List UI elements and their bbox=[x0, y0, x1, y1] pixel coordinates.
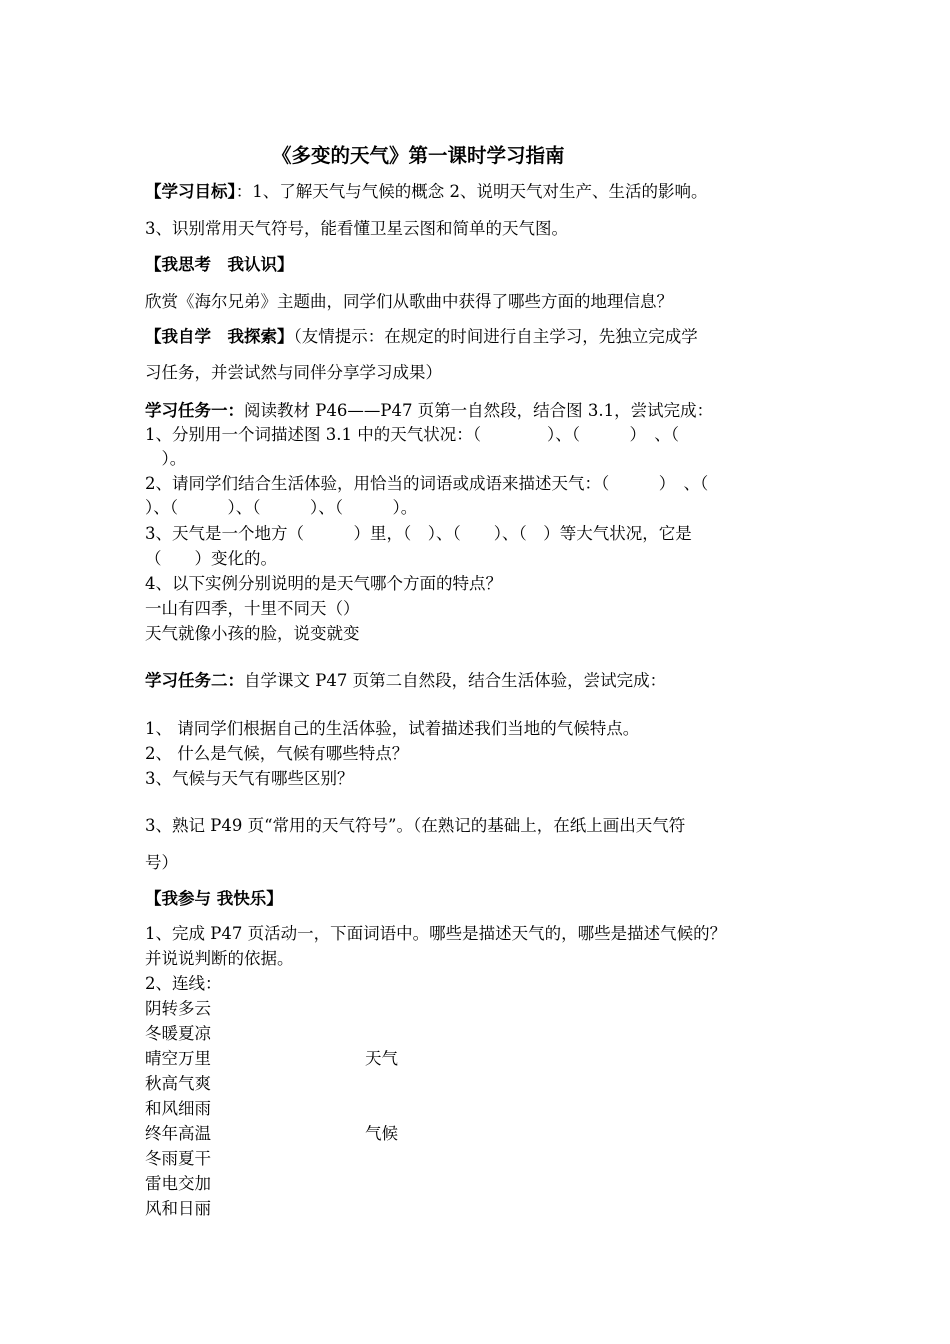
task1-line: 3、天气是一个地方（ ）里，（ ）、（ ）、（ ）等大气状况，它是 bbox=[145, 524, 692, 543]
task1-line: （ ）变化的。 bbox=[145, 549, 277, 568]
self-study-line1 bbox=[145, 323, 698, 347]
activity-line1: 1、完成 P47 页活动一，下面词语中。哪些是描述天气的，哪些是描述气候的？ bbox=[145, 924, 727, 943]
task1-line: 天气就像小孩的脸，说变就变 bbox=[145, 624, 360, 643]
task1-line: 2、请同学们结合生活体验，用恰当的词语或成语来描述天气：（ ） 、（ bbox=[145, 474, 709, 493]
learning-goals-line2: 3、识别常用天气符号，能看懂卫星云图和简单的天气图。 bbox=[145, 219, 568, 238]
task1-line: ）。 bbox=[145, 449, 187, 468]
matching-term: 冬暖夏凉 bbox=[145, 1024, 211, 1043]
matching-term: 冬雨夏干 bbox=[145, 1149, 211, 1168]
matching-term: 雷电交加 bbox=[145, 1174, 211, 1193]
matching-term: 秋高气爽 bbox=[145, 1074, 211, 1093]
participate-heading: 【我参与 我快乐】 bbox=[145, 889, 283, 908]
task1-heading: 学习任务一： bbox=[145, 401, 244, 420]
task2-intro-line bbox=[145, 667, 666, 691]
matching-target-climate: 气候 bbox=[365, 1124, 398, 1143]
weather-symbols-line2: 号） bbox=[145, 853, 178, 872]
learning-goals-heading: 【学习目标】 bbox=[145, 182, 236, 201]
matching-term: 和风细雨 bbox=[145, 1099, 211, 1118]
think-text: 欣赏《海尔兄弟》主题曲，同学们从歌曲中获得了哪些方面的地理信息？ bbox=[145, 292, 673, 311]
weather-symbols-line1: 3、熟记 P49 页“常用的天气符号”。（在熟记的基础上，在纸上画出天气符 bbox=[145, 816, 686, 835]
matching-target-weather: 天气 bbox=[365, 1049, 398, 1068]
task1-line: ）、（ ）、（ ）、（ ）。 bbox=[145, 498, 418, 517]
task2-intro: 自学课文 P47 页第二自然段，结合生活体验，尝试完成： bbox=[244, 671, 667, 690]
matching-term: 风和日丽 bbox=[145, 1199, 211, 1218]
matching-term: 终年高温 bbox=[145, 1124, 211, 1143]
task2-line: 1、 请同学们根据自己的生活体验，试着描述我们当地的气候特点。 bbox=[145, 719, 640, 738]
matching-term: 阴转多云 bbox=[145, 999, 211, 1018]
learning-goals-text: ：1、了解天气与气候的概念 2、说明天气对生产、生活的影响。 bbox=[235, 182, 708, 201]
learning-goals-line1 bbox=[145, 178, 708, 202]
self-study-line2: 习任务，并尝试然与同伴分享学习成果） bbox=[145, 363, 442, 382]
task1-line: 1、分别用一个词描述图 3.1 中的天气状况：（ ）、（ ） 、（ bbox=[145, 425, 679, 444]
task1-intro-line bbox=[145, 397, 713, 421]
task1-intro: 阅读教材 P46——P47 页第一自然段，结合图 3.1，尝试完成： bbox=[244, 401, 714, 420]
self-study-heading: 【我自学 我探索】 bbox=[145, 327, 294, 346]
task1-line: 4、以下实例分别说明的是天气哪个方面的特点？ bbox=[145, 574, 502, 593]
task2-heading: 学习任务二： bbox=[145, 671, 244, 690]
page-title: 《多变的天气》第一课时学习指南 bbox=[272, 144, 565, 167]
task2-line: 3、气候与天气有哪些区别？ bbox=[145, 769, 354, 788]
self-study-hint: （友情提示：在规定的时间进行自主学习，先独立完成学 bbox=[293, 327, 698, 346]
think-heading: 【我思考 我认识】 bbox=[145, 255, 294, 274]
matching-label: 2、连线： bbox=[145, 974, 222, 993]
activity-line2: 并说说判断的依据。 bbox=[145, 949, 294, 968]
matching-term: 晴空万里 bbox=[145, 1049, 211, 1068]
task2-line: 2、 什么是气候，气候有哪些特点？ bbox=[145, 744, 409, 763]
task1-line: 一山有四季，十里不同天（） bbox=[145, 599, 360, 618]
